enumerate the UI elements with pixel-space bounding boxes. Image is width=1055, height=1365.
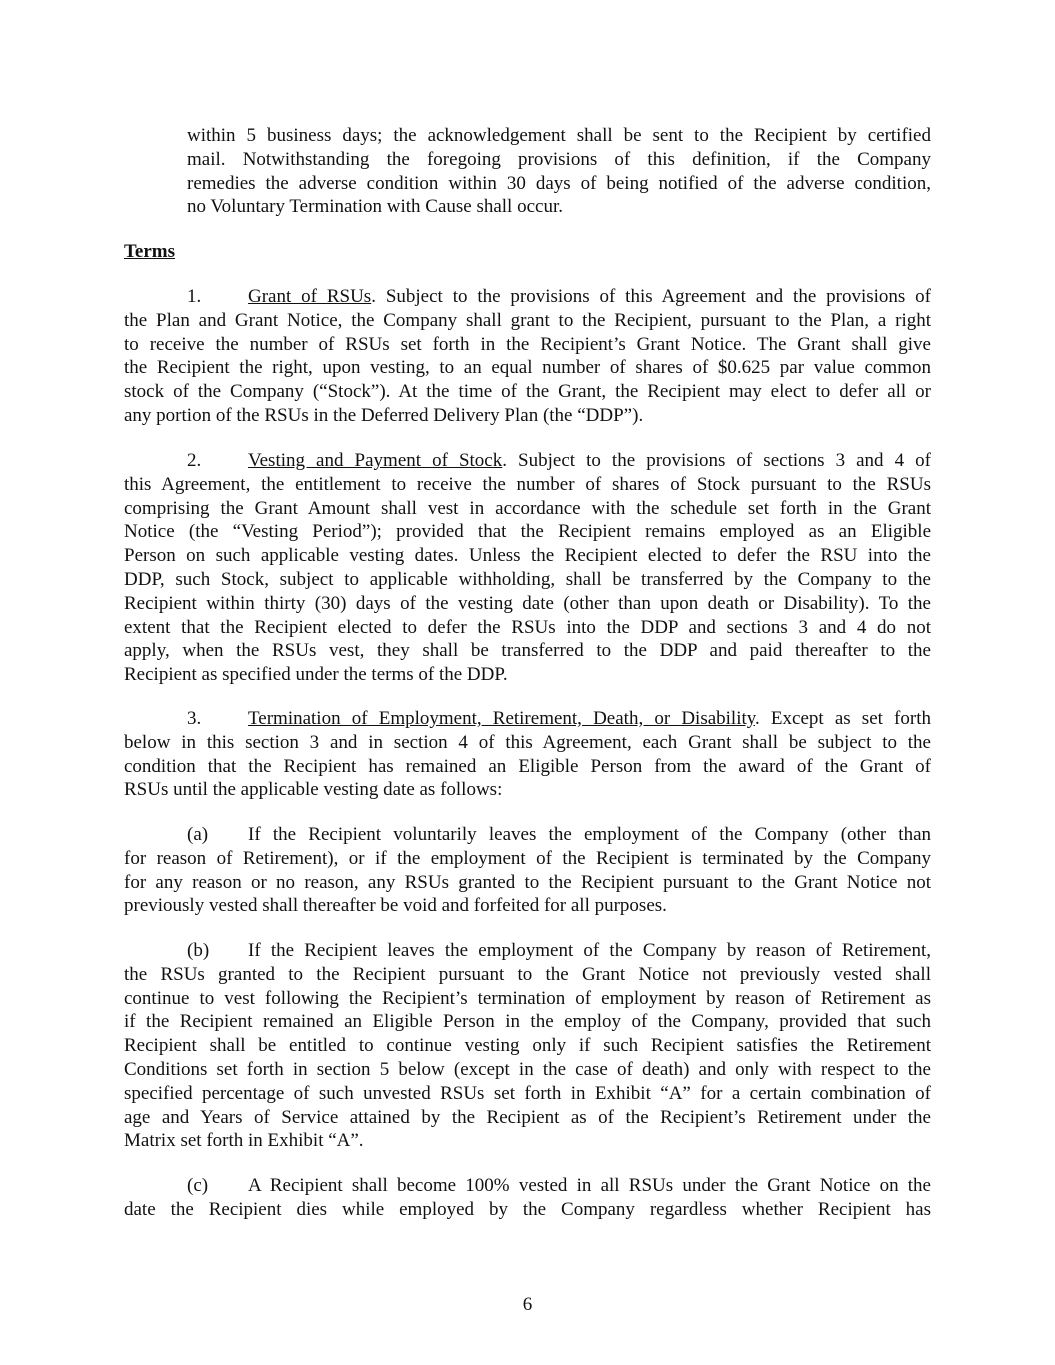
text-line: RSUs until the applicable vesting date as follows: [124, 779, 503, 801]
terms-heading: Terms [124, 241, 176, 262]
text-line [124, 285, 931, 309]
paragraph-a [124, 823, 931, 918]
section-number: (c) [187, 1175, 209, 1196]
section-title: Termination of Employment, Retirement, Death, or Disability [248, 708, 756, 729]
text-line: for reason of Retirement), or if the employment of the Recipient is terminated by the Company [124, 847, 931, 869]
section-text: If the Recipient leaves the employment of the Company by reason of Retirement, [248, 940, 931, 961]
text-line [124, 939, 931, 963]
section-text: If the Recipient voluntarily leaves the employment of the Company (other than [248, 824, 931, 845]
text-line: age and Years of Service attained by the Recipient as of the Recipient’s Retirement under the [124, 1106, 931, 1128]
text-line: Conditions set forth in section 5 below (except in the case of death) and only with respect to the [124, 1058, 931, 1080]
text-line: comprising the Grant Amount shall vest in accordance with the schedule set forth in the Grant [124, 497, 931, 519]
section-number: 3. [187, 708, 202, 729]
text-line: Matrix set forth in Exhibit “A”. [124, 1130, 364, 1152]
text-line: the Plan and Grant Notice, the Company shall grant to the Recipient, pursuant to the Plan, a right [124, 309, 931, 331]
text-line: no Voluntary Termination with Cause shall occur. [187, 196, 563, 218]
paragraph-c [124, 1174, 931, 1222]
text-line: to receive the number of RSUs set forth in the Recipient’s Grant Notice. The Grant shall give [124, 333, 931, 355]
section-title: Grant of RSUs [248, 286, 372, 307]
text-line: continue to vest following the Recipient’s termination of employment by reason of Retirement as [124, 987, 931, 1009]
text-line: below in this section 3 and in section 4 of this Agreement, each Grant shall be subject to the [124, 731, 931, 753]
text-line: condition that the Recipient has remained an Eligible Person from the award of the Grant of [124, 755, 931, 777]
definition-continuation [187, 124, 931, 219]
text-line: Notice (the “Vesting Period”); provided that the Recipient remains employed as an Eligible [124, 521, 931, 543]
section-number: 1. [187, 286, 202, 307]
text-line: if the Recipient remained an Eligible Person in the employ of the Company, provided that such [124, 1011, 931, 1033]
text-line [124, 707, 931, 731]
text-line: within 5 business days; the acknowledgement shall be sent to the Recipient by certified [187, 125, 931, 146]
page-number: 6 [522, 1294, 533, 1315]
paragraph-1 [124, 285, 931, 428]
text-line: extent that the Recipient elected to defer the RSUs into the DDP and sections 3 and 4 do not [124, 616, 931, 638]
text-line [124, 1174, 931, 1198]
section-text: A Recipient shall become 100% vested in all RSUs under the Grant Notice on the [248, 1175, 931, 1196]
section-number: 2. [187, 450, 202, 471]
text-line: previously vested shall thereafter be void and forfeited for all purposes. [124, 895, 667, 917]
text-line: Recipient shall be entitled to continue vesting only if such Recipient satisfies the Retirement [124, 1035, 931, 1057]
paragraph-2 [124, 449, 931, 687]
section-number: (b) [187, 940, 210, 961]
text-line: the RSUs granted to the Recipient pursuant to the Grant Notice not previously vested shall [124, 963, 931, 985]
text-line: mail. Notwithstanding the foregoing provisions of this definition, if the Company [187, 148, 931, 170]
text-line: Recipient as specified under the terms of the DDP. [124, 664, 508, 686]
section-title: Vesting and Payment of Stock [248, 450, 503, 471]
section-text: . Subject to the provisions of sections 3 and 4 of [502, 450, 931, 471]
text-line [124, 449, 931, 473]
paragraph-b [124, 939, 931, 1153]
text-line: Recipient within thirty (30) days of the vesting date (other than upon death or Disability). To the [124, 592, 931, 614]
text-line: stock of the Company (“Stock”). At the time of the Grant, the Recipient may elect to defer all or [124, 381, 931, 403]
text-line: the Recipient the right, upon vesting, to an equal number of shares of $0.625 par value common [124, 357, 931, 379]
text-line: specified percentage of such unvested RSUs set forth in Exhibit “A” for a certain combination of [124, 1082, 931, 1104]
paragraph-3 [124, 707, 931, 802]
text-line: for any reason or no reason, any RSUs granted to the Recipient pursuant to the Grant Notice not [124, 871, 931, 893]
section-text: . Subject to the provisions of this Agreement and the provisions of [371, 286, 931, 307]
text-line: apply, when the RSUs vest, they shall be transferred to the DDP and paid thereafter to the [124, 640, 931, 662]
text-line: date the Recipient dies while employed by the Company regardless whether Recipient has [124, 1198, 931, 1220]
text-line [124, 823, 931, 847]
text-line: this Agreement, the entitlement to receive the number of shares of Stock pursuant to the RSUs [124, 473, 931, 495]
section-number: (a) [187, 824, 209, 845]
text-line: any portion of the RSUs in the Deferred Delivery Plan (the “DDP”). [124, 404, 644, 426]
text-line: Person on such applicable vesting dates. Unless the Recipient elected to defer the RSU into the [124, 545, 931, 567]
text-line: DDP, such Stock, subject to applicable withholding, shall be transferred by the Company to the [124, 568, 931, 590]
text-line: remedies the adverse condition within 30 days of being notified of the adverse condition, [187, 172, 931, 194]
section-text: . Except as set forth [755, 708, 931, 729]
